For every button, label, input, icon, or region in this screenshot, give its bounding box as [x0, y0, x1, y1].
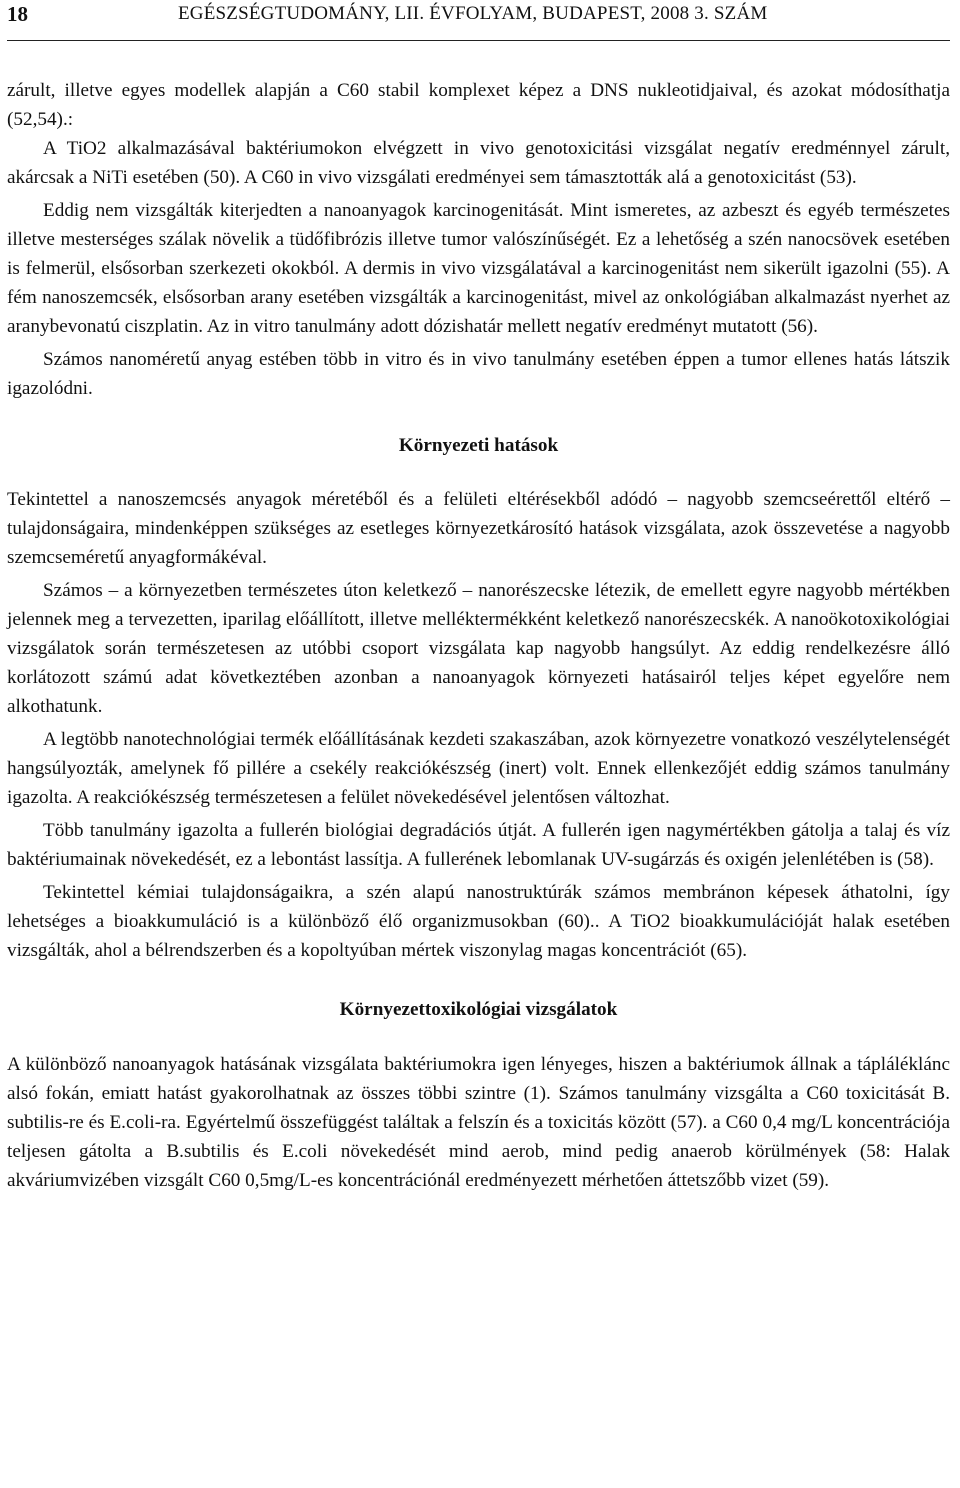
paragraph: Tekintettel a nanoszemcsés anyagok méretéből és a felületi eltérésekből adódó – nagyobb szemcseérettől eltérő – tulajdonságaira, mindenképpen szükséges az esetleges környezetkárosító hatások vizsgálata, azok összevetése a nagyobb szemcseméretű anyagformákéval. — [7, 489, 950, 568]
section-heading-kornyezettoxikologiai-vizsgalatok: Környezettoxikológiai vizsgálatok — [339, 999, 618, 1020]
paragraph: Eddig nem vizsgálták kiterjedten a nanoanyagok karcinogenitását. Mint ismeretes, az azbeszt és egyéb természetes illetve mesterséges szálak növelik a tüdőfibrózis illetve tumor valószínűségét. Ez a lehetőség a szén nanocsövek esetében is felmerül, elsősorban szerkezeti okokból. A dermis in vivo vizsgálatával a karcinogenitást nem sikerült igazolni (55). A fém nanoszemcsék, elsősorban arany esetében vizsgálták a karcinogenitást, mivel az onkológiában alkalmazást nyerhet az aranybevonatú ciszplatin. Az in vitro tanulmány adott dózishatár mellett negatív eredményt mutatott (56). — [7, 200, 950, 337]
paragraph: A TiO2 alkalmazásával baktériumokon elvégzett in vivo genotoxicitási vizsgálat negatív eredménnyel zárult, akárcsak a NiTi esetében (50). A C60 in vivo vizsgálati eredményei sem támasztották alá a genotoxicitást (53). — [7, 138, 950, 188]
paragraph: zárult, illetve egyes modellek alapján a C60 stabil komplexet képez a DNS nukleotidjaival, és azokat módosíthatja (52,54).: — [7, 80, 950, 130]
section-heading-kornyezeti-hatasok: Környezeti hatások — [398, 435, 559, 456]
paragraph: Tekintettel kémiai tulajdonságaikra, a szén alapú nanostruktúrák számos membránon képesek áthatolni, így lehetséges a bioakkumuláció is a különböző élő organizmusokban (60).. A TiO2 bioakkumulációját halak esetében vizsgálták, ahol a bélrendszerben és a kopoltyúban mértek viszonylag magas koncentrációt (65). — [7, 882, 950, 961]
paragraph: A legtöbb nanotechnológiai termék előállításának kezdeti szakaszában, azok környezetre vonatkozó veszélytelenségét hangsúlyozták, amelynek fő pillére a csekély reakciókészség (inert) volt. Ennek ellenkezőjét eddig számos tanulmány igazolta. A reakciókészség természetesen a felület növekedésével jelentősen változhat. — [7, 729, 950, 808]
page-number: 18 — [7, 2, 28, 26]
running-title: EGÉSZSÉGTUDOMÁNY, LII. ÉVFOLYAM, BUDAPEST, 2008 3. SZÁM — [178, 3, 768, 24]
document-page — [7, 0, 950, 1195]
paragraph: Több tanulmány igazolta a fullerén biológiai degradációs útját. A fullerén igen nagymértékben gátolja a talaj és víz baktériumainak növekedését, ez a lebontást lassítja. A fullerének lebomlanak UV-sugárzás és oxigén jelenlétében is (58). — [7, 820, 950, 870]
paragraph: Számos – a környezetben természetes úton keletkező – nanorészecske létezik, de emellett egyre nagyobb mértékben jelennek meg a tervezetten, iparilag előállított, illetve melléktermékként keletkező nanorészecskék. A nanoökotoxikológiai vizsgálatok során természetesen az utóbbi csoport vizsgálata kap nagyobb hangsúlyt. Az eddig rendelkezésre álló korlátozott számú adat következtében azonban a nanoanyagok környezeti hatásairól teljes képet egyelőre nem alkothatunk. — [7, 580, 950, 717]
page-header — [7, 0, 950, 41]
paragraph: A különböző nanoanyagok hatásának vizsgálata baktériumokra igen lényeges, hiszen a baktériumok állnak a tápláléklánc alsó fokán, emiatt hatást gyakorolhatnak az összes többi szintre (1). Számos tanulmány vizsgálta a C60 toxicitását B. subtilis-re és E.coli-ra. Egyértelmű összefüggést találtak a felszín és a toxicitás között (57). a C60 0,4 mg/L koncentrációja teljesen gátolta a B.subtilis és E.coli növekedését mind aerob, mind pedig anaerob körülmények (58: Halak akváriumvizében vizsgált C60 0,5mg/L-es koncentrációnál eredményezett mérhetően áttetszőbb vizet (59). — [7, 1054, 950, 1191]
paragraph: Számos nanoméretű anyag estében több in vitro és in vivo tanulmány esetében éppen a tumor ellenes hatás látszik igazolódni. — [7, 349, 950, 399]
